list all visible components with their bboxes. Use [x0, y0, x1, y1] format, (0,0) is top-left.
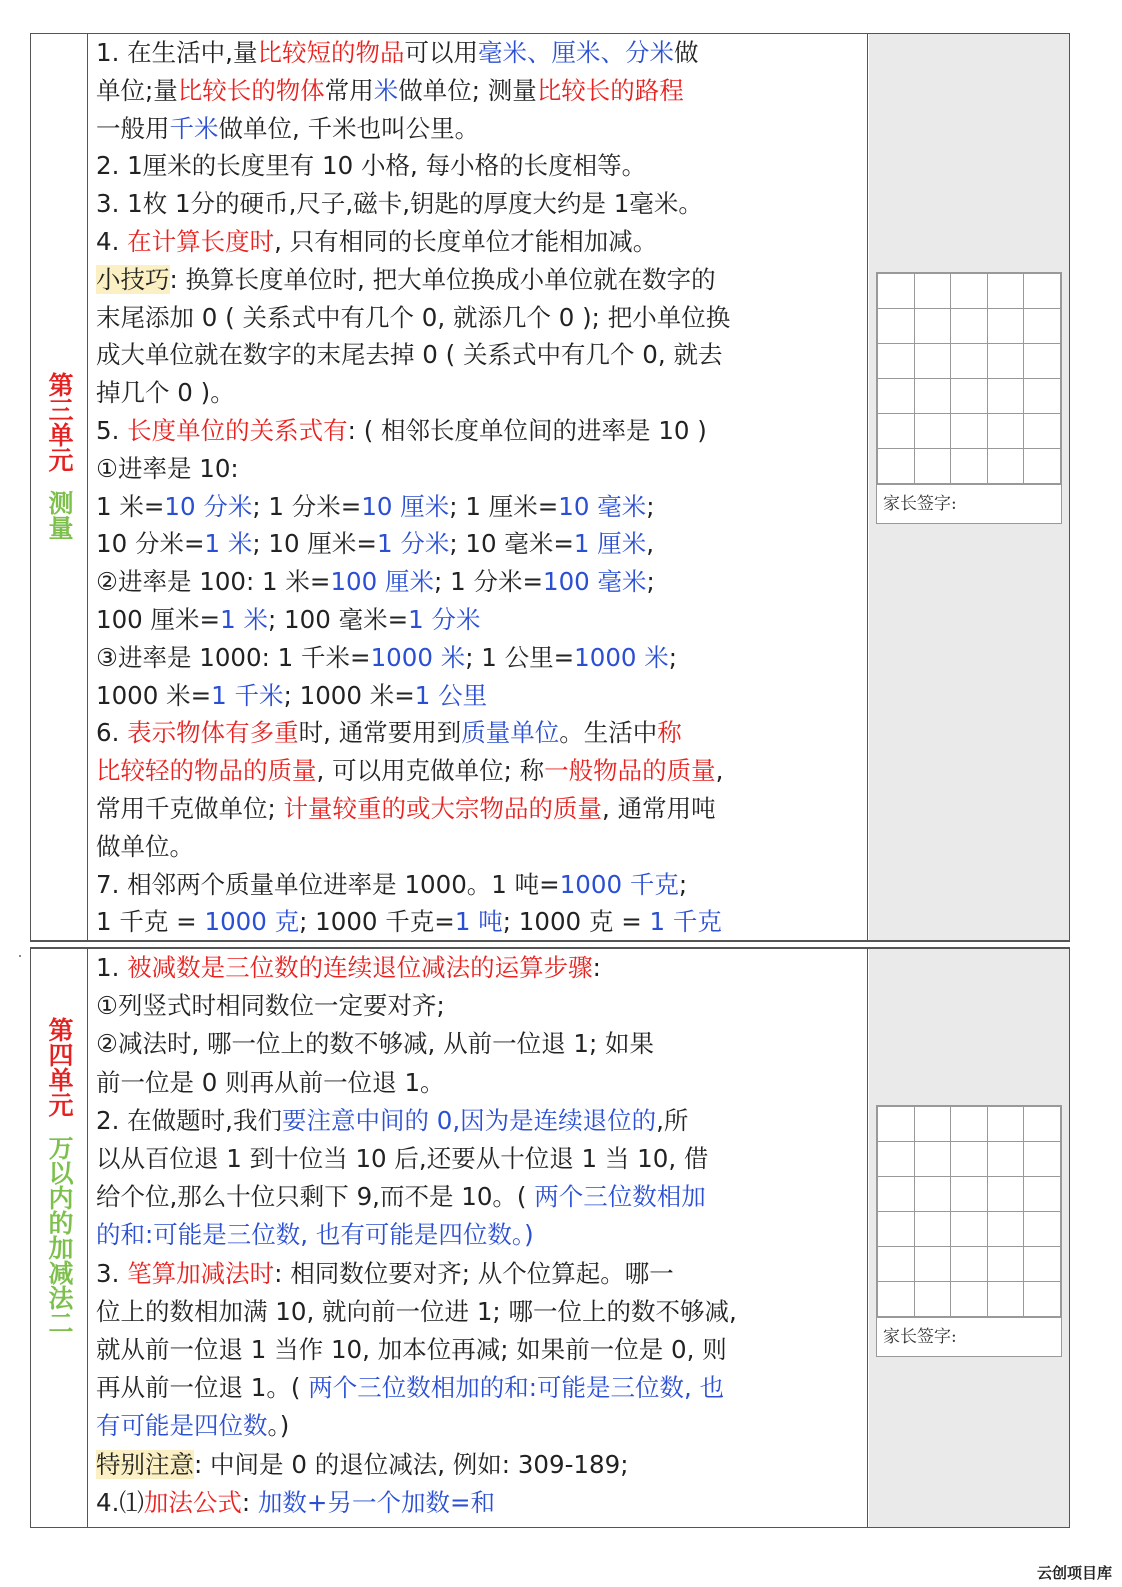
text-segment: 1 千克 — [649, 907, 722, 937]
grid-cell — [987, 1212, 1024, 1247]
text-segment: : 换算长度单位时, 把大单位换成小单位就在数字的 — [169, 264, 716, 294]
text-line — [96, 639, 867, 677]
text-segment: 100 厘米= — [96, 604, 221, 634]
text-line — [96, 261, 867, 299]
text-segment: 单位;量 — [96, 75, 178, 105]
text-segment: 时, 通常要用到 — [298, 718, 462, 748]
grid-cell — [987, 1247, 1024, 1282]
grid-cell — [1024, 1177, 1061, 1212]
grid-cell — [1024, 309, 1061, 344]
grid-cell — [951, 274, 988, 309]
text-segment: , — [646, 529, 655, 559]
text-segment: 3. — [96, 1258, 128, 1288]
grid-cell — [951, 414, 988, 449]
text-line — [96, 1369, 867, 1407]
text-line — [96, 525, 867, 563]
text-segment: 100 厘米 — [330, 567, 435, 597]
text-segment: 2. 1厘米的长度里有 10 小格, 每小格的长度相等。 — [96, 151, 647, 181]
text-segment: 1000 米 — [370, 642, 466, 672]
text-segment: 加数+另一个加数=和 — [257, 1487, 495, 1517]
grid-cell — [1024, 1212, 1061, 1247]
text-segment: 长度单位的关系式有 — [127, 415, 348, 445]
text-segment: 有可能是四位数 — [96, 1411, 268, 1441]
text-segment: ; 1 厘米= — [449, 491, 559, 521]
text-line — [96, 987, 867, 1025]
text-segment: ; 1000 米= — [283, 680, 415, 710]
text-segment: , — [715, 756, 724, 786]
text-line — [96, 1178, 867, 1216]
text-segment: 。生活中 — [559, 718, 658, 748]
text-segment: 常用千克做单位; — [96, 793, 284, 823]
unit3-section — [30, 33, 1070, 941]
grid-cell — [878, 309, 915, 344]
text-segment: 10 分米= — [96, 529, 205, 559]
grid-cell — [987, 344, 1024, 379]
text-segment: 1 公里 — [414, 680, 488, 710]
text-segment: ; 1000 克 = — [502, 907, 650, 937]
text-line — [96, 790, 867, 828]
text-line — [96, 714, 867, 752]
grid-cell — [987, 1107, 1024, 1142]
text-line — [96, 72, 867, 110]
text-segment: 千米 — [169, 113, 219, 143]
text-segment: 4. — [96, 226, 128, 256]
text-segment: 掉几个 0 )。 — [96, 378, 235, 408]
text-line — [96, 336, 867, 374]
text-segment: 1000 米= — [96, 680, 212, 710]
unit4-content — [88, 949, 868, 1527]
text-segment: 比较长的物体 — [177, 75, 325, 105]
grid-cell — [987, 274, 1024, 309]
text-segment: 的和:可能是三位数, 也有可能是四位数。) — [96, 1220, 534, 1250]
text-line — [96, 1064, 867, 1102]
stray-dot — [19, 955, 21, 957]
text-segment: : — [592, 953, 601, 982]
text-segment: 1 米= — [96, 491, 165, 521]
text-segment: ,所 — [656, 1105, 689, 1135]
text-line — [96, 752, 867, 790]
text-segment: 1 米 — [220, 604, 268, 634]
text-segment: ; — [646, 567, 655, 597]
grid-cell — [987, 449, 1024, 484]
text-segment: 10 厘米 — [361, 491, 450, 521]
text-segment: 再从前一位退 1。( — [96, 1373, 309, 1403]
grid-cell — [1024, 1142, 1061, 1177]
text-line — [96, 903, 867, 941]
grid-cell — [951, 1282, 988, 1317]
text-segment: 做单位; 测量 — [398, 75, 537, 105]
text-segment: 位上的数相加满 10, 就向前一位进 1; 哪一位上的数不够减, — [96, 1296, 737, 1326]
text-segment: 比较长的路程 — [536, 75, 684, 105]
text-segment: ; 1 分米= — [434, 567, 543, 597]
text-segment: 两个三位数相加 — [534, 1182, 706, 1212]
text-segment: : ( 相邻长度单位间的进率是 10 ) — [347, 415, 707, 445]
text-line — [96, 110, 867, 148]
grid-cell — [951, 449, 988, 484]
text-segment: 以从百位退 1 到十位当 10 后,还要从十位退 1 当 10, 借 — [96, 1144, 709, 1174]
text-line — [96, 677, 867, 715]
grid-cell — [951, 1247, 988, 1282]
text-segment: 做单位。 — [96, 831, 194, 861]
text-segment: 5. — [96, 415, 128, 445]
text-segment: 比较短的物品 — [257, 38, 405, 67]
text-segment: 要注意中间的 0,因为是连续退位的 — [281, 1105, 657, 1135]
text-segment: 4.⑴ — [96, 1487, 144, 1517]
grid-cell — [951, 1212, 988, 1247]
unit3-label-column — [31, 34, 88, 940]
text-segment: ①进率是 10: — [96, 453, 239, 483]
text-segment: 7. 相邻两个质量单位进率是 1000。1 吨= — [96, 869, 560, 899]
grid-cell — [878, 414, 915, 449]
unit4-title: 第四单元 — [45, 1017, 74, 1117]
unit4-section — [30, 948, 1070, 1528]
text-segment: ①列竖式时相同数位一定要对齐; — [96, 991, 445, 1021]
grid-cell — [1024, 449, 1061, 484]
text-segment: 在计算长度时 — [127, 226, 275, 256]
text-line — [96, 374, 867, 412]
grid-cell — [878, 274, 915, 309]
text-segment: , 通常用吨 — [602, 793, 716, 823]
text-segment: 10 毫米 — [558, 491, 647, 521]
text-segment: ②进率是 100: 1 米= — [96, 567, 331, 597]
grid-cell — [1024, 1107, 1061, 1142]
grid-cell — [1024, 1282, 1061, 1317]
grid-cell — [951, 1142, 988, 1177]
text-line — [96, 1407, 867, 1445]
grid-cell — [914, 274, 951, 309]
text-segment: 被减数是三位数的连续退位减法的运算步骤 — [127, 953, 593, 982]
grid-cell — [1024, 1247, 1061, 1282]
grid-cell — [914, 449, 951, 484]
grid-cell — [914, 309, 951, 344]
text-segment: 质量单位 — [461, 718, 560, 748]
text-segment: ; — [646, 491, 655, 521]
grid-cell — [914, 1107, 951, 1142]
unit3-side-panel — [869, 34, 1069, 940]
text-segment: 。) — [267, 1411, 290, 1441]
unit3-content — [88, 34, 868, 940]
text-line — [96, 828, 867, 866]
text-segment: ; — [678, 869, 688, 899]
text-line — [96, 299, 867, 337]
text-segment: 10 分米 — [164, 491, 253, 521]
text-segment: 一般物品的质量 — [544, 756, 716, 786]
grid-cell — [878, 1177, 915, 1212]
text-line — [96, 34, 867, 72]
grid-cell — [878, 379, 915, 414]
text-segment: 就从前一位退 1 当作 10, 加本位再减; 如果前一位是 0, 则 — [96, 1335, 727, 1365]
text-line — [96, 949, 867, 987]
text-segment: 1 吨 — [454, 907, 503, 937]
text-line — [96, 1216, 867, 1254]
text-segment: ②减法时, 哪一位上的数不够减, 从前一位退 1; 如果 — [96, 1029, 655, 1059]
grid-cell — [1024, 344, 1061, 379]
grid-cell — [914, 1282, 951, 1317]
grid-cell — [1024, 379, 1061, 414]
grid-cell — [914, 1177, 951, 1212]
unit4-topic: 万以内的加减法二 — [45, 1135, 74, 1335]
text-segment: 毫米、厘米、分米 — [477, 38, 674, 67]
text-segment: 做单位, 千米也叫公里。 — [218, 113, 480, 143]
grid-cell — [951, 1177, 988, 1212]
text-segment: ; 1 公里= — [465, 642, 575, 672]
grid-cell — [1024, 414, 1061, 449]
text-segment: 2. 在做题时,我们 — [96, 1105, 282, 1135]
grid-cell — [878, 1142, 915, 1177]
unit4-label-column — [31, 949, 88, 1527]
text-segment: ; 1000 千克= — [299, 907, 455, 937]
text-segment: 可以用 — [404, 38, 478, 67]
grid-cell — [878, 449, 915, 484]
grid-cell — [878, 344, 915, 379]
text-line — [96, 1484, 867, 1522]
grid-cell — [1024, 274, 1061, 309]
text-segment: 1000 千克 — [559, 869, 679, 899]
text-line — [96, 1255, 867, 1293]
text-line — [96, 1331, 867, 1369]
text-segment: ; 10 毫米= — [449, 529, 574, 559]
grid-cell — [987, 414, 1024, 449]
text-segment: 1. 在生活中,量 — [96, 38, 258, 67]
text-segment: : 中间是 0 的退位减法, 例如: 309-189; — [194, 1449, 629, 1479]
unit4-parent-signature: 家长签字: — [877, 1317, 1061, 1356]
grid-cell — [951, 1107, 988, 1142]
unit3-title: 第三单元 — [45, 372, 74, 472]
text-line — [96, 563, 867, 601]
text-line — [96, 412, 867, 450]
grid-cell — [914, 1142, 951, 1177]
grid-cell — [951, 309, 988, 344]
text-segment: 笔算加减法时 — [127, 1258, 275, 1288]
grid-cell — [987, 1177, 1024, 1212]
unit4-practice-grid — [876, 1105, 1062, 1357]
text-segment: 计量较重的或大宗物品的质量 — [283, 793, 603, 823]
grid-cell — [878, 1282, 915, 1317]
unit3-practice-grid — [876, 272, 1062, 524]
text-segment: 给个位,那么十位只剩下 9,而不是 10。( — [96, 1182, 535, 1212]
grid-cell — [878, 1107, 915, 1142]
text-segment: 表示物体有多重 — [127, 718, 299, 748]
text-segment: 末尾添加 0 ( 关系式中有几个 0, 就添几个 0 ); 把小单位换 — [96, 302, 731, 332]
text-line — [96, 1293, 867, 1331]
grid-cell — [987, 379, 1024, 414]
grid-cell — [951, 344, 988, 379]
text-segment: 1 千米 — [211, 680, 284, 710]
text-segment: 加法公式 — [143, 1487, 242, 1517]
grid-cell — [987, 309, 1024, 344]
text-segment: 1000 米 — [574, 642, 669, 672]
grid-cell — [914, 1212, 951, 1247]
text-line — [96, 147, 867, 185]
text-segment: ; 10 厘米= — [252, 529, 377, 559]
text-segment: 6. — [96, 718, 128, 748]
grid-cell — [914, 1247, 951, 1282]
text-line — [96, 1102, 867, 1140]
highlight-text: 特别注意 — [96, 1449, 194, 1479]
grid-cell — [951, 379, 988, 414]
text-segment: 1 厘米 — [573, 529, 647, 559]
highlight-text: 小技巧 — [96, 264, 170, 294]
unit3-topic: 测量 — [45, 490, 74, 540]
text-segment: ③进率是 1000: 1 千米= — [96, 642, 371, 672]
text-segment: ; — [668, 642, 678, 672]
text-line — [96, 185, 867, 223]
text-segment: 成大单位就在数字的末尾去掉 0 ( 关系式中有几个 0, 就去 — [96, 340, 723, 370]
unit3-parent-signature: 家长签字: — [877, 484, 1061, 523]
grid-cell — [914, 414, 951, 449]
text-segment: 比较轻的物品的质量 — [96, 756, 317, 786]
text-line — [96, 223, 867, 261]
text-segment: 常用 — [324, 75, 374, 105]
text-segment: 前一位是 0 则再从前一位退 1。 — [96, 1067, 445, 1097]
page-frame — [30, 33, 1070, 1528]
text-line — [96, 1025, 867, 1063]
text-line — [96, 601, 867, 639]
text-segment: 1 米 — [204, 529, 253, 559]
text-segment: : — [241, 1487, 258, 1517]
text-segment: 米 — [373, 75, 399, 105]
text-segment: , 只有相同的长度单位才能相加减。 — [274, 226, 658, 256]
text-segment: 100 毫米 — [542, 567, 647, 597]
grid-cell — [878, 1212, 915, 1247]
unit4-side-panel — [869, 949, 1069, 1527]
text-segment: 1. — [96, 953, 128, 982]
text-segment: 1000 克 — [204, 907, 300, 937]
grid-cell — [914, 344, 951, 379]
grid-cell — [878, 1247, 915, 1282]
text-segment: 1 分米 — [408, 604, 481, 634]
text-segment: 3. 1枚 1分的硬币,尺子,磁卡,钥匙的厚度大约是 1毫米。 — [96, 189, 703, 219]
grid-cell — [987, 1142, 1024, 1177]
text-line — [96, 866, 867, 904]
text-segment: 称 — [657, 718, 682, 748]
text-line — [96, 1140, 867, 1178]
grid-cell — [914, 379, 951, 414]
text-segment: : 相同数位要对齐; 从个位算起。哪一 — [274, 1258, 674, 1288]
text-segment: ; 1 分米= — [252, 491, 362, 521]
section-divider — [30, 941, 1070, 948]
text-segment: 两个三位数相加的和:可能是三位数, 也 — [308, 1373, 725, 1403]
grid-cell — [987, 1282, 1024, 1317]
text-segment: 一般用 — [96, 113, 170, 143]
text-line — [96, 450, 867, 488]
watermark: 云创项目库 — [1036, 1564, 1112, 1582]
text-segment: ; 100 毫米= — [267, 604, 409, 634]
text-segment: 做 — [673, 38, 699, 67]
text-segment: 1 千克 = — [96, 907, 205, 937]
text-line — [96, 1446, 867, 1484]
text-segment: 1 分米 — [376, 529, 450, 559]
text-segment: , 可以用克做单位; 称 — [316, 756, 545, 786]
text-line — [96, 488, 867, 526]
